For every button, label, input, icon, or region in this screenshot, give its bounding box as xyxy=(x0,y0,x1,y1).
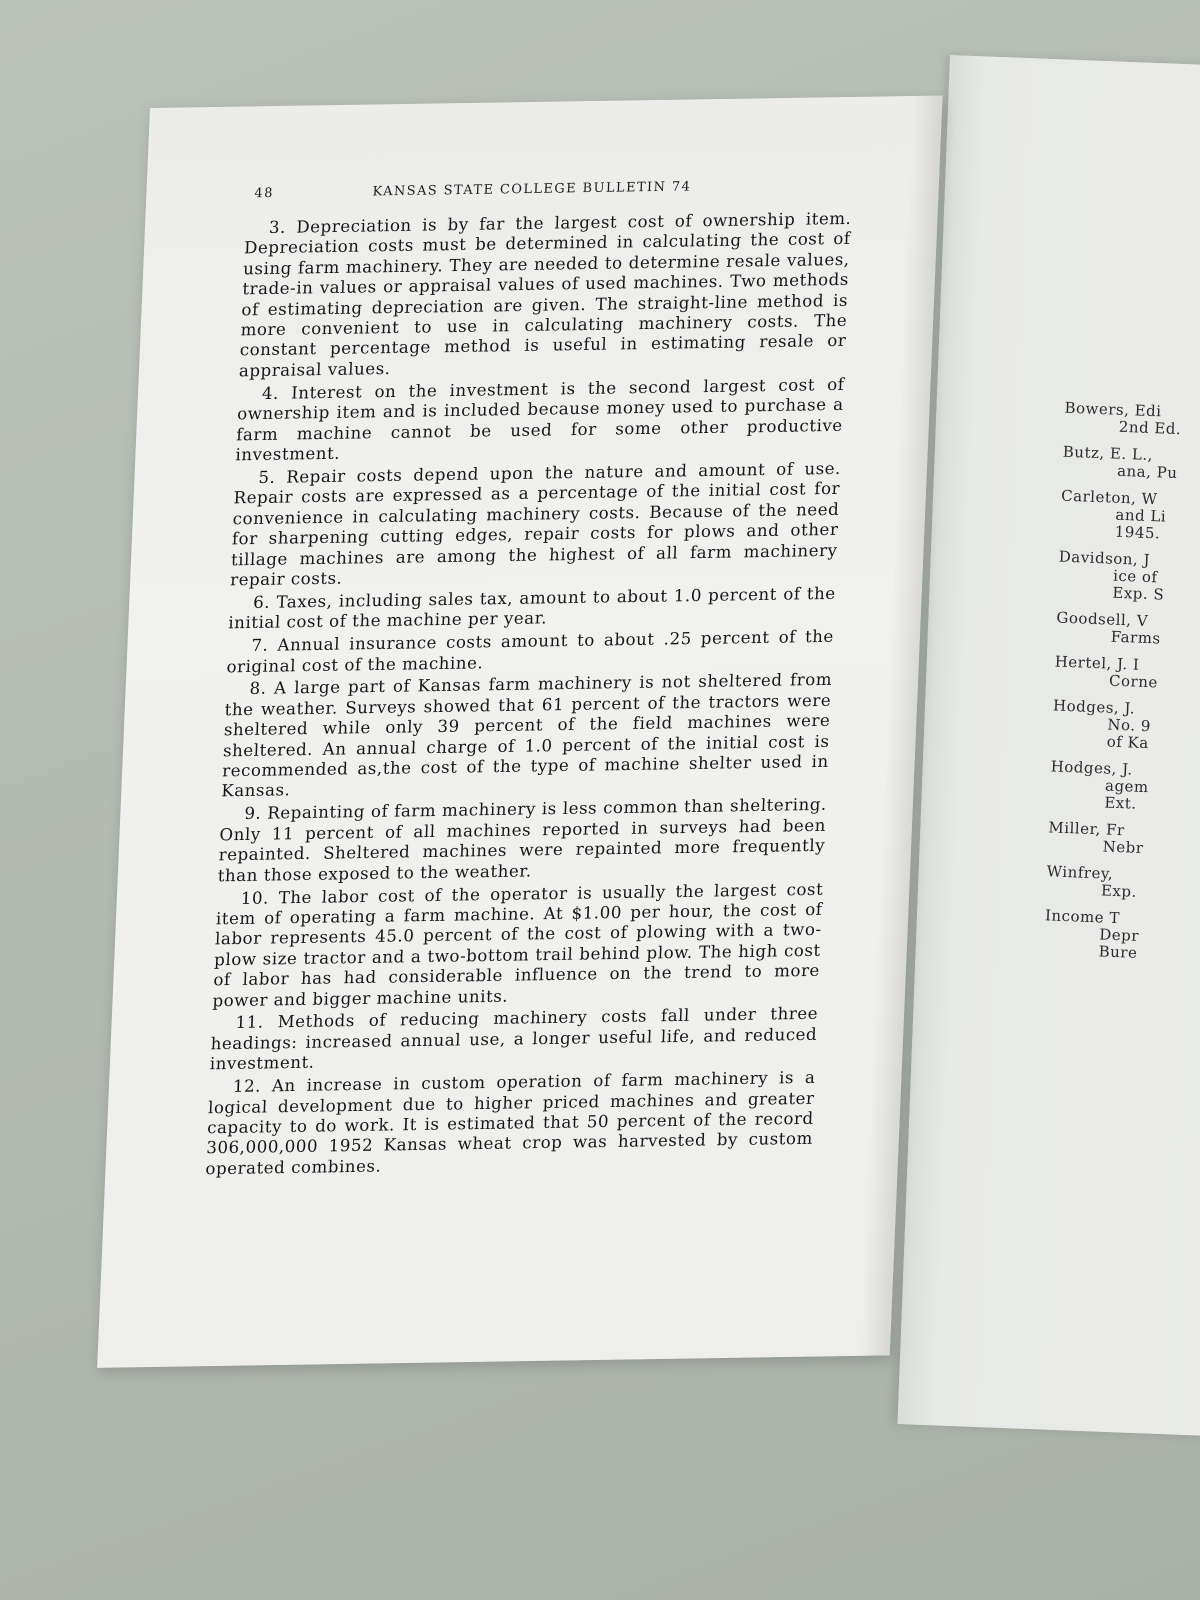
paragraph-interest: 4. Interest on the investment is the second largest cost of ownership item and is included because money used to purchase a farm machine cannot be used for some other productive investment. xyxy=(235,374,845,465)
paragraph-taxes: 6. Taxes, including sales tax, amount to about 1.0 percent of the initial cost of the machine per year. xyxy=(228,583,837,633)
reference-entry xyxy=(1060,488,1200,547)
page-header xyxy=(254,179,735,207)
reference-continuation: of Ka xyxy=(1106,732,1150,753)
reference-entry xyxy=(1047,819,1200,861)
references-list xyxy=(1043,400,1200,977)
paragraph-insurance: 7. Annual insurance costs amount to about .25 percent of the original cost of the machine. xyxy=(226,626,835,676)
reference-author: Davidson, J xyxy=(1058,547,1151,570)
reference-entry xyxy=(1051,697,1200,756)
bulletin-page xyxy=(97,96,942,1368)
reference-continuation: Nebr xyxy=(1102,837,1144,858)
reference-entry xyxy=(1043,907,1200,966)
paragraph-custom-operation: 12. An increase in custom operation of farm machinery is a logical development due to higher priced machines and greater capacity to do work. It is estimated that 50 percent of the record 306,000,000 1952 Kansas wheat crop was harvested by custom operated combines. xyxy=(205,1067,816,1179)
reference-author: Hodges, J. xyxy=(1052,696,1136,718)
reference-continuation: Exp. xyxy=(1100,881,1138,901)
reference-entry xyxy=(1049,758,1200,817)
reference-author: Hertel, J. I xyxy=(1054,652,1140,674)
reference-author: Hodges, J. xyxy=(1050,757,1134,779)
reference-author: Bowers, Edi xyxy=(1064,398,1162,421)
reference-continuation: Exp. S xyxy=(1112,583,1165,604)
reference-continuation: Ext. xyxy=(1104,793,1137,813)
paragraph-reducing-costs: 11. Methods of reducing machinery costs fall under three headings: increased annual use, a longer useful life, and reduced investment. xyxy=(209,1004,819,1074)
reference-continuation: ice of xyxy=(1112,566,1158,587)
reference-entry xyxy=(1055,610,1200,652)
reference-entry xyxy=(1057,549,1200,608)
reference-author: Miller, Fr xyxy=(1048,818,1125,840)
facing-page xyxy=(897,55,1200,1436)
reference-entry xyxy=(1064,400,1200,442)
running-title: KANSAS STATE COLLEGE BULLETIN 74 xyxy=(372,179,692,200)
reference-continuation: Farms xyxy=(1110,627,1162,648)
paragraph-repair-costs: 5. Repair costs depend upon the nature and amount of use. Repair costs are expressed as a percentage of the initial cost for convenience in calculating machinery costs. Because of the need for sharpening cutting edges, repair costs for plows and other tillage machines are among the highest of all farm machinery repair costs. xyxy=(229,458,842,590)
reference-continuation: ana, Pu xyxy=(1116,461,1178,483)
reference-continuation: 1945. xyxy=(1114,522,1161,543)
reference-author: Butz, E. L., xyxy=(1062,442,1154,465)
reference-continuation: Corne xyxy=(1108,671,1159,692)
reference-continuation: No. 9 xyxy=(1107,715,1152,736)
reference-entry xyxy=(1046,863,1200,905)
page-number: 48 xyxy=(254,185,275,202)
paragraph-repainting: 9. Repainting of farm machinery is less common than sheltering. Only 11 percent of all machines reported in surveys had been repainted. Sheltered machines were repainted more frequently than those exposed to the weather. xyxy=(217,795,828,885)
reference-continuation: Depr xyxy=(1099,925,1140,945)
paragraph-shelter: 8. A large part of Kansas farm machinery is not sheltered from the weather. Surveys showed that 61 percent of the tractors were sheltered while only 39 percent of the field machines were sheltered. An annual charge of 1.0 percent of the initial cost is recommended as,the cost of the type of machine shelter used in Kansas. xyxy=(220,670,833,801)
reference-continuation: agem xyxy=(1104,776,1150,797)
reference-entry xyxy=(1062,444,1200,486)
reference-author: Income T xyxy=(1044,906,1121,928)
reference-entry xyxy=(1054,653,1200,695)
body-text xyxy=(205,209,852,1182)
reference-author: Winfrey, xyxy=(1046,862,1114,883)
reference-author: Goodsell, V xyxy=(1056,608,1149,631)
reference-continuation: 2nd Ed. xyxy=(1118,417,1182,439)
reference-continuation: Bure xyxy=(1098,942,1138,962)
reference-author: Carleton, W xyxy=(1060,486,1158,509)
reference-continuation: and Li xyxy=(1115,505,1167,526)
paragraph-depreciation: 3. Depreciation is by far the largest cost of ownership item. Depreciation costs must be determined in calculating the cost of using farm machinery. They are needed to determine resale values, trade-in values or appraisal values of used machines. Two methods of estimating depreciation are given. The straight-line method is more convenient to use in calculating machinery costs. The constant percentage method is useful in estimating resale or appraisal values. xyxy=(238,208,852,381)
paragraph-labor-cost: 10. The labor cost of the operator is usually the largest cost item of operating a farm machine. At $1.00 per hour, the cost of labor represents 45.0 percent of the cost of plowing with a two-plow size tractor and a two-bottom trail behind plow. The high cost of labor has had considerable influence on the trend to more power and bigger machine units. xyxy=(212,879,824,1010)
